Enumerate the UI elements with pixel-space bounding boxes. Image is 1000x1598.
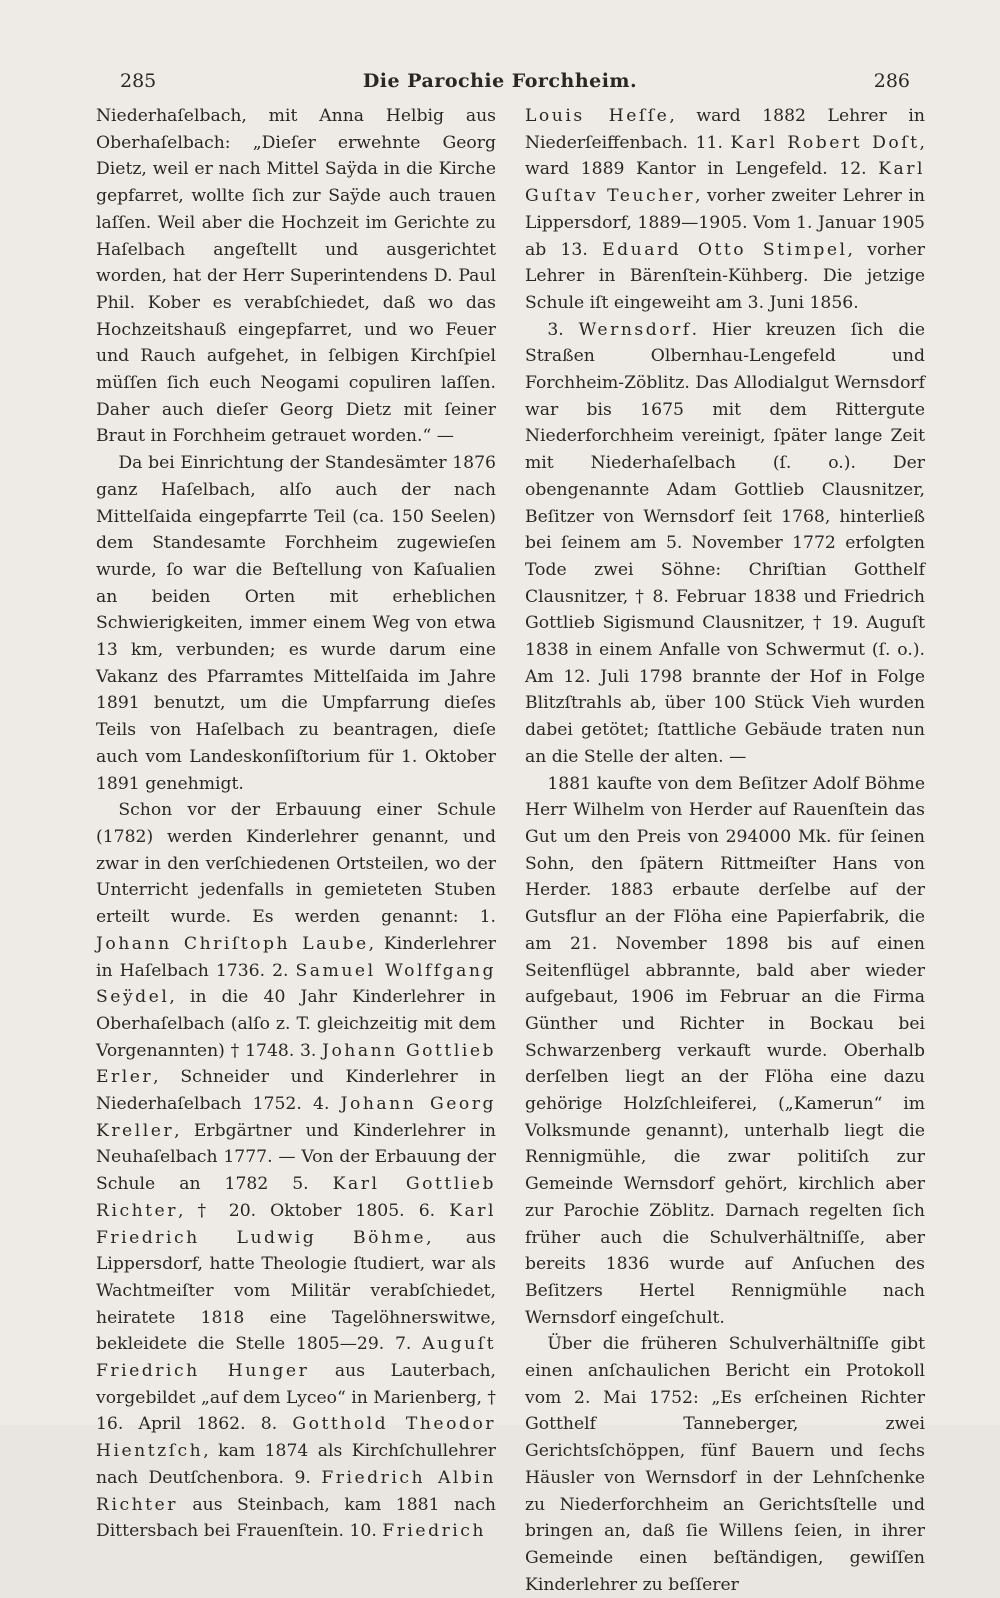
page-number-left: 285: [120, 70, 157, 92]
teacher-name: Karl Robert Doſt: [730, 132, 920, 153]
paragraph: [525, 317, 925, 771]
teacher-name: Johann Chriſtoph Laube: [96, 933, 369, 954]
page-header: [120, 70, 910, 100]
teacher-name: Auguſt Friedrich Hunger: [96, 1334, 496, 1382]
paragraph: [525, 103, 925, 317]
text-run: . Hier kreuzen ſich die Straßen Olbernhau-Lengefeld und Forchheim-Zöblitz. Das Allodialgut Wernsdorf war bis 1675 mit dem Rittergute Niederforchheim vereinigt, ſpäter lange Zeit mit Niederhaſelbach (ſ. o.). Der obengenannte Adam Gottlieb Clausnitzer, Beſitzer von Wernsdorf ſeit 1768, hinterließ bei ſeinem am 5. November 1772 erfolgten Tode zwei Söhne: Chriſtian Gotthelf Clausnitzer, † 8. Februar 1838 und Friedrich Gottlieb Sigismund Clausnitzer, † 19. Auguſt 1838 in einem Anfalle von Schwermut (ſ. o.). Am 12. Juli 1798 brannte der Hof in Folge Blitzſtrahls ab, über 100 Stück Vieh wurden dabei getötet; ſtattliche Gebäude traten nun an die Stelle der alten. —: [525, 319, 925, 767]
teacher-name: Karl Friedrich Ludwig Böhme: [96, 1200, 496, 1248]
teacher-name: Karl Gottlieb Richter: [96, 1174, 496, 1221]
text-run: , in die 40 Jahr Kinderlehrer in Oberhaſelbach (alſo z. T. gleichzeitig mit dem Vorgenannten) † 1748. 3.: [96, 987, 496, 1061]
right-column: [525, 103, 925, 1598]
text-run: , ward 1882 Lehrer in Niederſeiffenbach. 11.: [525, 106, 926, 153]
paragraph: Da bei Einrichtung der Standesämter 1876 ganz Haſelbach, alſo auch der nach Mittelſaida eingepfarrte Teil (ca. 150 Seelen) dem Standesamte Forchheim zugewieſen wurde, ſo war die Beſtellung von Kaſualien an beiden Orten mit erheblichen Schwierigkeiten, immer einem Weg von etwa 13 km, verbunden; es wurde darum eine Vakanz des Pfarramtes Mittelſaida im Jahre 1891 benutzt, um die Umpfarrung dieſes Teils von Haſelbach zu beantragen, dieſe auch vom Landeskonſiſtorium für 1. Oktober 1891 genehmigt.: [96, 453, 496, 794]
paragraph: Über die früheren Schulverhältniſſe gibt einen anſchaulichen Bericht ein Protokoll vom 2. Mai 1752: „Es erſcheinen Richter Gotthelf Tanneberger, zwei Gerichtsſchöppen, fünf Bauern und ſechs Häusler von Wernsdorf in der Lehnſchenke zu Niederforchheim an Gerichtsſtelle und bringen an, daß ſie Willens ſeien, in ihrer Gemeinde einen beſtändigen, gewiſſen Kinderlehrer zu beſſerer: [525, 1334, 925, 1595]
text-run: 3.: [547, 319, 579, 340]
teacher-name: Johann Gottlieb Erler: [96, 1040, 497, 1088]
text-run: aus Lauterbach, vorgebildet „auf dem Lyceo“ in Marienberg, † 16. April 1862. 8.: [96, 1361, 497, 1435]
page-number-right: 286: [873, 70, 910, 92]
teacher-name: Louis Heſſe: [525, 106, 670, 126]
paragraph: Niederhaſelbach, mit Anna Helbig aus Oberhaſelbach: „Dieſer erwehnte Georg Dietz, weil er nach Mittel Saÿda in die Kirche gepfarret, wollte ſich zur Saÿde auch trauen laſſen. Weil aber die Hochzeit im Gerichte zu Haſelbach angeſtellt und ausgerichtet worden, hat der Herr Superintendens D. Paul Phil. Kober es verabſchiedet, daß wo das Hochzeitshauß eingepfarret, und wo Feuer und Rauch aufgehet, in ſelbigen Kirchſpiel müſſen ſich euch Neogami copuliren laſſen. Daher auch dieſer Georg Dietz mit ſeiner Braut in Forchheim getrauet worden.“ —: [96, 106, 496, 447]
teacher-name: Samuel Wolffgang Seÿdel: [96, 960, 496, 1008]
text-run: , vorher zweiter Lehrer in Lippersdorf, 1889—1905. Vom 1. Januar 1905 ab 13.: [525, 186, 925, 260]
teacher-name: Karl Guſtav Teucher: [525, 159, 925, 207]
text-run: , Schneider und Kinderlehrer in Niederhaſelbach 1752. 4.: [96, 1067, 496, 1115]
text-run: , Kinderlehrer in Haſelbach 1736. 2.: [96, 933, 496, 981]
paragraph: 1881 kaufte von dem Beſitzer Adolf Böhme Herr Wilhelm von Herder auf Rauenſtein das Gut um den Preis von 294000 Mk. für ſeinen Sohn, den ſpätern Rittmeiſter Hans von Herder. 1883 erbaute derſelbe auf der Gutsflur an der Flöha eine Papierfabrik, die am 21. November 1898 bis auf einen Seitenflügel abbrannte, bald aber wieder aufgebaut, 1906 im Februar an die Firma Günther und Richter in Bockau bei Schwarzenberg verkauft wurde. Oberhalb derſelben liegt an der Flöha eine dazu gehörige Holzſchleiferei, („Kamerun“ im Volksmunde genannt), unterhalb liegt die Rennigmühle, die zwar politiſch zur Gemeinde Wernsdorf gehört, kirchlich aber zur Parochie Zöblitz. Darnach regelten ſich früher auch die Schulverhältniſſe, aber bereits 1836 wurde auf Anſuchen des Beſitzers Hertel Rennigmühle nach Wernsdorf eingeſchult.: [525, 773, 925, 1328]
teacher-name: Gotthold Theodor Hientzſch: [96, 1414, 497, 1462]
text-run: , kam 1874 als Kirchſchullehrer nach Deutſchenbora. 9.: [96, 1441, 496, 1488]
teacher-name: Eduard Otto Stimpel: [602, 239, 848, 260]
text-run: , † 20. Oktober 1805. 6.: [177, 1200, 450, 1221]
text-run: , Erbgärtner und Kinderlehrer in Neuhaſelbach 1777. — Von der Erbauung der Schule an 1782 5.: [96, 1120, 496, 1195]
place-name: Wernsdorf: [578, 319, 692, 340]
teacher-name: Friedrich Albin Richter: [96, 1467, 496, 1515]
text-run: aus Steinbach, kam 1881 nach Dittersbach bei Frauenſtein. 10.: [96, 1494, 496, 1542]
text-run: , aus Lippersdorf, hatte Theologie ſtudiert, war als Wachtmeiſter vom Militär verabſchiedet, heiratete 1818 eine Tagelöhnerswitwe, bekleidete die Stelle 1805—29. 7.: [96, 1227, 496, 1355]
text-run: Schon vor der Erbauung einer Schule (1782) werden Kinderlehrer genannt, und zwar in den verſchiedenen Ortsteilen, wo der Unterricht jedenfalls in gemieteten Stuben erteilt wurde. Es werden genannt: 1.: [96, 800, 496, 928]
teacher-name: Friedrich: [382, 1521, 487, 1542]
text-run: , vorher Lehrer in Bärenſtein-Kühberg. Die jetzige Schule iſt eingeweiht am 3. Juni 1856.: [525, 239, 925, 313]
teacher-name: Johann Georg Kreller: [96, 1094, 496, 1141]
running-title: Die Parochie Forchheim.: [362, 70, 638, 92]
paragraph: [96, 797, 496, 1545]
text-run: , ward 1889 Kantor in Lengefeld. 12.: [525, 132, 925, 180]
left-column: [96, 103, 496, 1545]
